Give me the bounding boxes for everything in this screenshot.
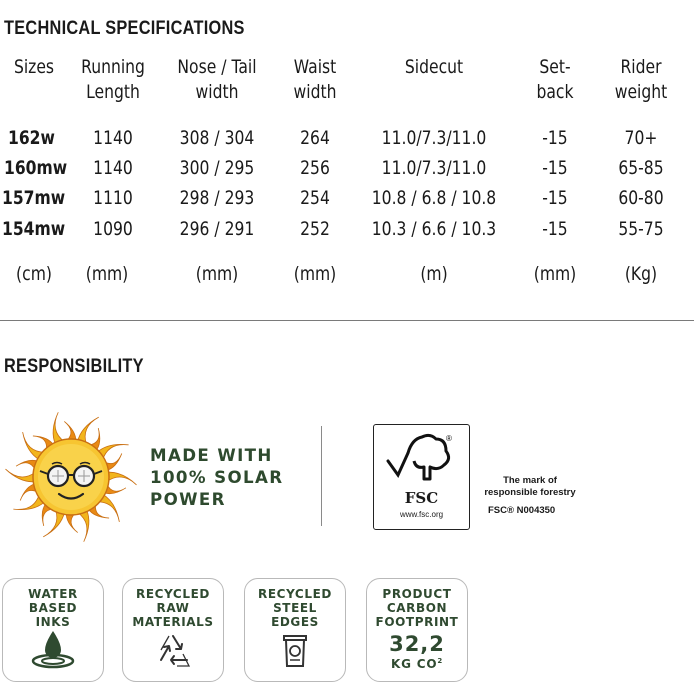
rider-weight-cell: 55-75: [618, 218, 664, 240]
sun-icon: [2, 408, 140, 546]
fsc-mark-text: The mark of responsible forestry: [484, 475, 576, 498]
fsc-license-code: FSC® N004350: [488, 505, 556, 516]
header-running-length: Running Length: [81, 56, 145, 103]
header-sidecut: Sidecut: [404, 56, 464, 78]
sidecut-cell: 10.3 / 6.6 / 10.3: [371, 218, 497, 240]
size-cell: 162w: [8, 127, 55, 149]
badge-label: PRODUCT CARBON FOOTPRINT: [375, 587, 459, 629]
rider-weight-cell: 65-85: [618, 157, 664, 179]
rider-weight-cell: 70+: [624, 127, 658, 149]
setback-cell: -15: [542, 157, 568, 179]
waist-cell: 252: [300, 218, 330, 240]
fsc-logo: [373, 424, 470, 530]
unit-setback: (mm): [533, 263, 577, 285]
header-nose-tail-width: Nose / Tail width: [177, 56, 257, 103]
waist-cell: 264: [300, 127, 330, 149]
running-length-cell: 1110: [93, 187, 133, 209]
solar-power-label: MADE WITH 100% SOLAR POWER: [150, 446, 284, 510]
carbon-footprint-unit: KG $CO^2$: [390, 657, 443, 671]
water-drop-icon: [3, 628, 103, 675]
fsc-logo-text: FSC: [404, 489, 439, 507]
fsc-registered-mark: ®: [446, 434, 452, 443]
unit-running-length: (mm): [85, 263, 129, 285]
badge-label: RECYCLED RAW MATERIALS: [132, 587, 214, 629]
responsibility-title: RESPONSIBILITY: [4, 356, 144, 377]
unit-nose-tail: (mm): [195, 263, 239, 285]
header-sizes: Sizes: [13, 56, 55, 78]
carbon-footprint-value: 32,2: [389, 632, 445, 656]
badge-recycled-raw-materials: [122, 578, 224, 682]
nose-tail-cell: 298 / 293: [179, 187, 255, 209]
unit-sizes: (cm): [16, 263, 52, 285]
badge-water-based-inks: [2, 578, 104, 682]
specs-title: TECHNICAL SPECIFICATIONS: [4, 18, 245, 39]
section-divider: [0, 320, 694, 321]
waist-cell: 254: [300, 187, 330, 209]
fsc-tree-check-icon: [374, 425, 469, 489]
recycle-icon: [123, 632, 223, 675]
running-length-cell: 1140: [93, 157, 133, 179]
badge-carbon-footprint: [366, 578, 468, 682]
header-waist-width: Waist width: [293, 56, 337, 103]
running-length-cell: 1140: [93, 127, 133, 149]
sidecut-cell: 11.0/7.3/11.0: [381, 127, 487, 149]
recycling-bin-icon: [245, 630, 345, 675]
vertical-divider: [321, 426, 322, 526]
size-cell: 154mw: [2, 218, 66, 240]
unit-rider-weight: (Kg): [624, 263, 658, 285]
setback-cell: -15: [542, 127, 568, 149]
header-rider-weight: Rider weight: [614, 56, 668, 103]
nose-tail-cell: 296 / 291: [179, 218, 255, 240]
size-cell: 157mw: [2, 187, 66, 209]
nose-tail-cell: 308 / 304: [179, 127, 255, 149]
rider-weight-cell: 60-80: [618, 187, 664, 209]
sidecut-cell: 10.8 / 6.8 / 10.8: [371, 187, 497, 209]
running-length-cell: 1090: [93, 218, 133, 240]
badge-label: RECYCLED STEEL EDGES: [258, 587, 332, 629]
unit-waist: (mm): [293, 263, 337, 285]
header-setback: Set- back: [536, 56, 574, 103]
size-cell: 160mw: [4, 157, 68, 179]
unit-sidecut: (m): [420, 263, 448, 285]
sun-ray: [5, 469, 35, 482]
sun-ray: [107, 472, 137, 485]
fsc-url: www.fsc.org: [399, 510, 444, 519]
setback-cell: -15: [542, 187, 568, 209]
sidecut-cell: 11.0/7.3/11.0: [381, 157, 487, 179]
badge-recycled-steel-edges: [244, 578, 346, 682]
waist-cell: 256: [300, 157, 330, 179]
nose-tail-cell: 300 / 295: [179, 157, 255, 179]
badge-label: WATER BASED INKS: [28, 587, 78, 629]
setback-cell: -15: [542, 218, 568, 240]
